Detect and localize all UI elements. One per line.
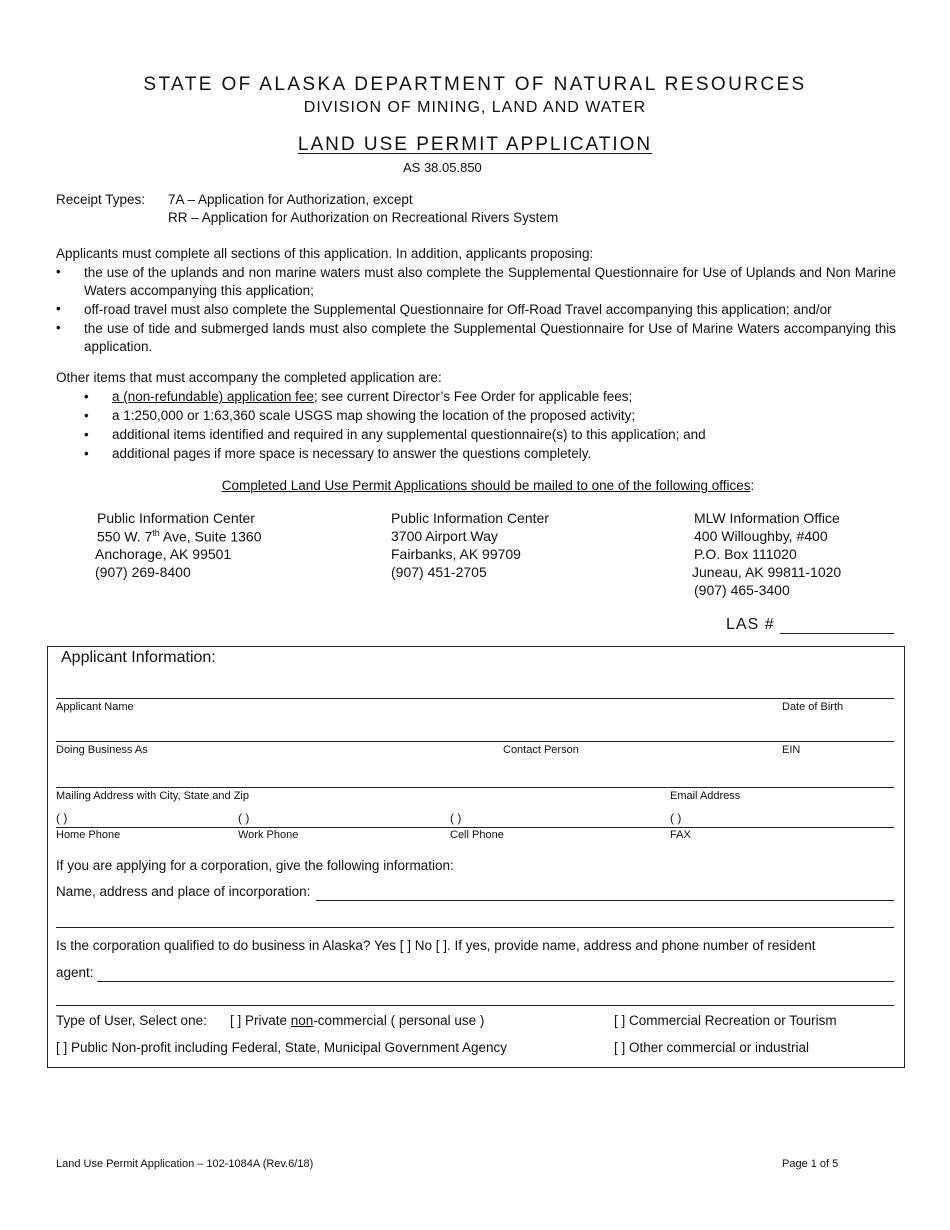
office-juneau-phone: (907) 465-3400 — [694, 582, 790, 598]
ein-label: EIN — [782, 744, 801, 756]
form-id-footer: Land Use Permit Application – 102-1084A (Rev.6/18) — [56, 1158, 314, 1170]
home-phone-label: Home Phone — [56, 829, 121, 841]
office-juneau-pobox: P.O. Box 111020 — [694, 546, 797, 562]
office-juneau-name: MLW Information Office — [694, 510, 840, 526]
office-anchorage-city: Anchorage, AK 99501 — [95, 546, 232, 562]
bullet-icon: • — [84, 389, 89, 404]
home-phone-area-code: ( ) — [56, 811, 68, 825]
other-commercial-option[interactable]: [ ] Other commercial or industrial — [614, 1040, 810, 1055]
office-anchorage-name: Public Information Center — [97, 510, 255, 526]
bullet-icon: • — [84, 408, 89, 423]
mail-notice: Completed Land Use Permit Applications should be mailed to one of the following offices: — [221, 478, 755, 493]
qualified-business-question: Is the corporation qualified to do business in Alaska? Yes [ ] No [ ]. If yes, provide name, address and phone number of resident — [56, 938, 816, 953]
work-phone-label: Work Phone — [238, 829, 299, 841]
agency-heading: STATE OF ALASKA DEPARTMENT OF NATURAL RESOURCES — [143, 74, 807, 95]
mailing-address-field[interactable] — [56, 787, 894, 788]
fax-label: FAX — [670, 829, 691, 841]
private-noncommercial-option[interactable]: [ ] Private non-commercial ( personal use ) — [230, 1013, 485, 1028]
statute-reference: AS 38.05.850 — [403, 160, 482, 175]
office-fairbanks-city: Fairbanks, AK 99709 — [391, 546, 521, 562]
applicant-name-label: Applicant Name — [56, 701, 134, 713]
receipt-types-label: Receipt Types: — [56, 192, 146, 207]
bullet-icon: • — [84, 427, 89, 442]
office-fairbanks-street: 3700 Airport Way — [391, 528, 498, 544]
date-of-birth-label: Date of Birth — [782, 701, 844, 713]
application-fee-text: a (non-refundable) application fee — [112, 389, 314, 404]
office-juneau-city: Juneau, AK 99811-1020 — [692, 564, 842, 580]
mailing-address-label: Mailing Address with City, State and Zip — [56, 790, 249, 802]
corporation-intro: If you are applying for a corporation, give the following information: — [56, 858, 454, 873]
public-nonprofit-option[interactable]: [ ] Public Non-profit including Federal, State, Municipal Government Agency — [56, 1040, 507, 1055]
office-anchorage-phone: (907) 269-8400 — [95, 564, 191, 580]
intro-bullet-uplands: the use of the uplands and non marine waters must also complete the Supplemental Questionnaire for Use of Uplands and Non Marine Waters accompanying this application; — [84, 265, 896, 298]
receipt-type-rr: RR – Application for Authorization on Recreational Rivers System — [168, 210, 559, 225]
office-juneau-street: 400 Willoughby, #400 — [694, 528, 828, 544]
office-fairbanks-name: Public Information Center — [391, 510, 549, 526]
email-address-label: Email Address — [670, 790, 741, 802]
resident-agent-field-continued[interactable] — [56, 1005, 894, 1006]
other-item-fee: a (non-refundable) application fee; see current Director’s Fee Order for applicable fees; — [112, 389, 633, 404]
bullet-icon: • — [56, 264, 61, 279]
incorporation-field[interactable] — [316, 900, 894, 901]
fax-area-code: ( ) — [670, 811, 682, 825]
doing-business-as-field[interactable] — [56, 741, 894, 742]
incorporation-field-continued[interactable] — [56, 927, 894, 928]
doing-business-as-label: Doing Business As — [56, 744, 148, 756]
resident-agent-field[interactable] — [97, 981, 894, 982]
bullet-icon: • — [56, 320, 61, 335]
cell-phone-area-code: ( ) — [450, 811, 462, 825]
office-anchorage-street: 550 W. 7th Ave, Suite 1360 — [97, 528, 262, 545]
intro-bullet-marine: the use of tide and submerged lands must also complete the Supplemental Questionnaire for Use of Marine Waters accompanying this application. — [84, 321, 896, 354]
las-number-field[interactable] — [780, 633, 894, 634]
incorporation-label: Name, address and place of incorporation: — [56, 884, 311, 899]
applicant-name-field[interactable] — [56, 698, 894, 699]
form-title: LAND USE PERMIT APPLICATION — [297, 134, 653, 155]
resident-agent-label: agent: — [56, 965, 94, 980]
division-heading: DIVISION OF MINING, LAND AND WATER — [303, 99, 647, 116]
bullet-icon: • — [84, 446, 89, 461]
other-items-lead: Other items that must accompany the completed application are: — [56, 370, 442, 385]
cell-phone-label: Cell Phone — [450, 829, 504, 841]
page-number: Page 1 of 5 — [782, 1158, 839, 1170]
work-phone-area-code: ( ) — [238, 811, 250, 825]
bullet-icon: • — [56, 301, 61, 316]
intro-lead: Applicants must complete all sections of this application. In addition, applicants proposing: — [56, 246, 594, 261]
other-item-supplemental: additional items identified and required in any supplemental questionnaire(s) to this application; and — [112, 427, 706, 442]
office-fairbanks-phone: (907) 451-2705 — [391, 564, 487, 580]
commercial-recreation-option[interactable]: [ ] Commercial Recreation or Tourism — [614, 1013, 837, 1028]
las-number-label: LAS # — [726, 616, 775, 633]
contact-person-label: Contact Person — [503, 744, 579, 756]
applicant-info-heading: Applicant Information: — [61, 649, 216, 666]
receipt-type-7a: 7A – Application for Authorization, except — [168, 192, 413, 207]
intro-bullet-offroad: off-road travel must also complete the Supplemental Questionnaire for Off-Road Travel accompanying this application; and/or — [84, 302, 832, 317]
other-item-pages: additional pages if more space is necessary to answer the questions completely. — [112, 446, 592, 461]
phone-numbers-field[interactable] — [56, 827, 894, 828]
type-of-user-label: Type of User, Select one: — [56, 1013, 207, 1028]
other-item-map: a 1:250,000 or 1:63,360 scale USGS map showing the location of the proposed activity; — [112, 408, 636, 423]
